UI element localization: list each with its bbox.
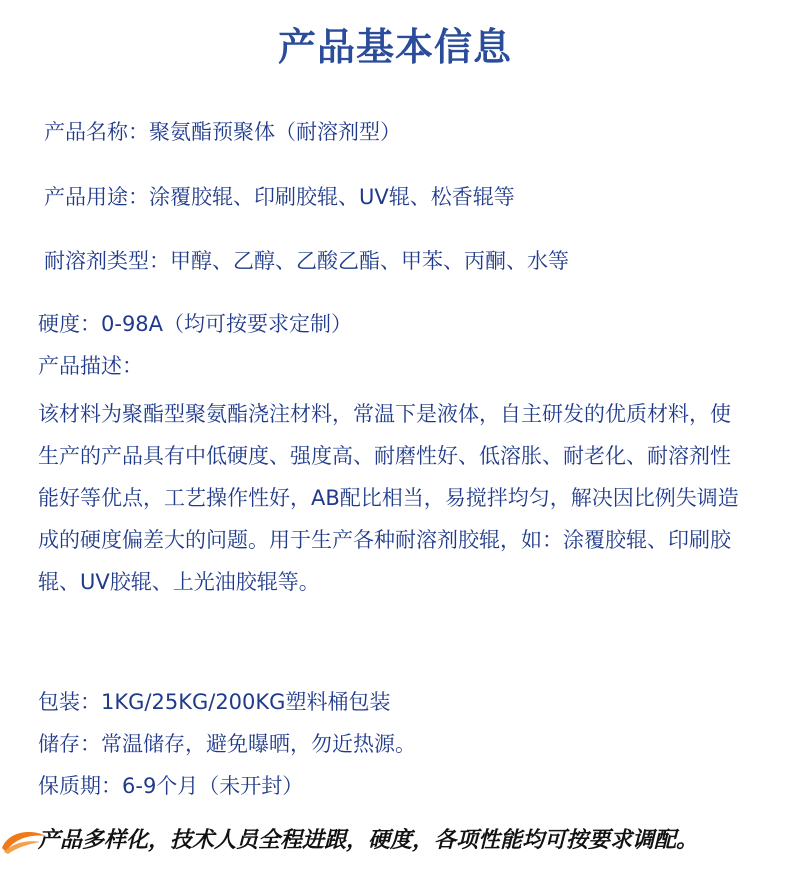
solvent-types: 耐溶剂类型：甲醇、乙醇、乙酸乙酯、甲苯、丙酮、水等 xyxy=(44,249,569,273)
product-name: 产品名称：聚氨酯预聚体（耐溶剂型） xyxy=(44,120,401,144)
product-use: 产品用途：涂覆胶辊、印刷胶辊、UV辊、松香辊等 xyxy=(44,185,515,209)
footer-slogan: 产品多样化，技术人员全程进跟，硬度，各项性能均可按要求调配。 xyxy=(38,828,699,853)
hardness: 硬度：0-98A（均可按要求定制） xyxy=(38,312,353,336)
shelf-life: 保质期：6-9个月（未开封） xyxy=(38,774,304,798)
packaging: 包装：1KG/25KG/200KG塑料桶包装 xyxy=(38,690,391,714)
page-title: 产品基本信息 xyxy=(277,24,512,69)
description-label: 产品描述： xyxy=(38,354,143,378)
storage: 储存：常温储存，避免曝晒，勿近热源。 xyxy=(38,732,416,756)
product-description: 该材料为聚酯型聚氨酯浇注材料，常温下是液体，自主研发的优质材料，使生产的产品具有中低硬度、强度高、耐磨性好、低溶胀、耐老化、耐溶剂性能好等优点，工艺操作性好，AB配比相当，易搅拌均匀，解决因比例失调造成的硬度偏差大的问题。用于生产各种耐溶剂胶辊，如：涂覆胶辊、印刷胶辊、UV胶辊、上光油胶辊等。 xyxy=(38,402,739,594)
